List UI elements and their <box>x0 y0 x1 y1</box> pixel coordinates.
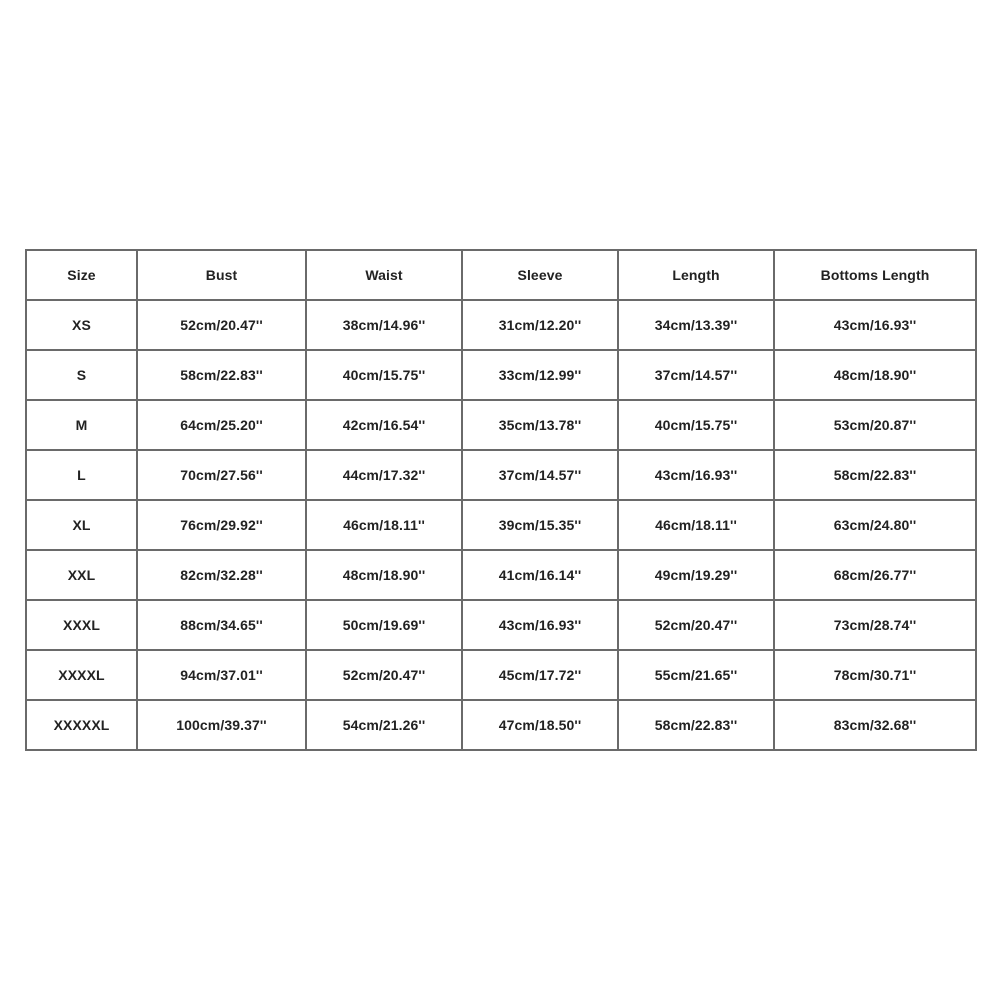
header-waist: Waist <box>306 250 462 300</box>
cell-sleeve: 31cm/12.20'' <box>462 300 618 350</box>
cell-bust: 100cm/39.37'' <box>137 700 306 750</box>
cell-bottoms-length: 73cm/28.74'' <box>774 600 976 650</box>
cell-bottoms-length: 58cm/22.83'' <box>774 450 976 500</box>
cell-bottoms-length: 53cm/20.87'' <box>774 400 976 450</box>
cell-length: 40cm/15.75'' <box>618 400 774 450</box>
cell-waist: 44cm/17.32'' <box>306 450 462 500</box>
table-row <box>26 350 976 400</box>
cell-length: 52cm/20.47'' <box>618 600 774 650</box>
cell-sleeve: 41cm/16.14'' <box>462 550 618 600</box>
cell-size: XS <box>26 300 137 350</box>
cell-size: XXL <box>26 550 137 600</box>
header-size: Size <box>26 250 137 300</box>
cell-waist: 40cm/15.75'' <box>306 350 462 400</box>
table-row <box>26 400 976 450</box>
cell-sleeve: 37cm/14.57'' <box>462 450 618 500</box>
header-bottoms-length: Bottoms Length <box>774 250 976 300</box>
table-row <box>26 550 976 600</box>
cell-size: XL <box>26 500 137 550</box>
cell-bust: 94cm/37.01'' <box>137 650 306 700</box>
table-row <box>26 500 976 550</box>
table-row <box>26 450 976 500</box>
cell-waist: 50cm/19.69'' <box>306 600 462 650</box>
cell-size: XXXXXL <box>26 700 137 750</box>
cell-length: 43cm/16.93'' <box>618 450 774 500</box>
cell-waist: 42cm/16.54'' <box>306 400 462 450</box>
table-row <box>26 300 976 350</box>
cell-sleeve: 45cm/17.72'' <box>462 650 618 700</box>
size-chart-table <box>25 249 977 751</box>
cell-sleeve: 47cm/18.50'' <box>462 700 618 750</box>
table-row <box>26 650 976 700</box>
cell-length: 46cm/18.11'' <box>618 500 774 550</box>
cell-bust: 76cm/29.92'' <box>137 500 306 550</box>
table-row <box>26 700 976 750</box>
cell-bust: 88cm/34.65'' <box>137 600 306 650</box>
cell-size: XXXXL <box>26 650 137 700</box>
cell-waist: 52cm/20.47'' <box>306 650 462 700</box>
cell-bust: 64cm/25.20'' <box>137 400 306 450</box>
header-row <box>26 250 976 300</box>
cell-bust: 52cm/20.47'' <box>137 300 306 350</box>
cell-length: 58cm/22.83'' <box>618 700 774 750</box>
cell-bottoms-length: 68cm/26.77'' <box>774 550 976 600</box>
cell-waist: 46cm/18.11'' <box>306 500 462 550</box>
cell-bottoms-length: 78cm/30.71'' <box>774 650 976 700</box>
cell-size: XXXL <box>26 600 137 650</box>
cell-bottoms-length: 83cm/32.68'' <box>774 700 976 750</box>
cell-bust: 58cm/22.83'' <box>137 350 306 400</box>
table-row <box>26 600 976 650</box>
cell-sleeve: 35cm/13.78'' <box>462 400 618 450</box>
cell-length: 49cm/19.29'' <box>618 550 774 600</box>
cell-bottoms-length: 48cm/18.90'' <box>774 350 976 400</box>
cell-size: S <box>26 350 137 400</box>
header-length: Length <box>618 250 774 300</box>
cell-waist: 48cm/18.90'' <box>306 550 462 600</box>
cell-length: 37cm/14.57'' <box>618 350 774 400</box>
cell-sleeve: 39cm/15.35'' <box>462 500 618 550</box>
cell-sleeve: 33cm/12.99'' <box>462 350 618 400</box>
cell-bust: 82cm/32.28'' <box>137 550 306 600</box>
header-sleeve: Sleeve <box>462 250 618 300</box>
cell-bust: 70cm/27.56'' <box>137 450 306 500</box>
cell-length: 55cm/21.65'' <box>618 650 774 700</box>
cell-waist: 38cm/14.96'' <box>306 300 462 350</box>
cell-sleeve: 43cm/16.93'' <box>462 600 618 650</box>
cell-bottoms-length: 43cm/16.93'' <box>774 300 976 350</box>
size-chart-body <box>26 300 976 750</box>
size-chart-header <box>26 250 976 300</box>
cell-size: L <box>26 450 137 500</box>
cell-bottoms-length: 63cm/24.80'' <box>774 500 976 550</box>
header-bust: Bust <box>137 250 306 300</box>
cell-size: M <box>26 400 137 450</box>
cell-length: 34cm/13.39'' <box>618 300 774 350</box>
cell-waist: 54cm/21.26'' <box>306 700 462 750</box>
